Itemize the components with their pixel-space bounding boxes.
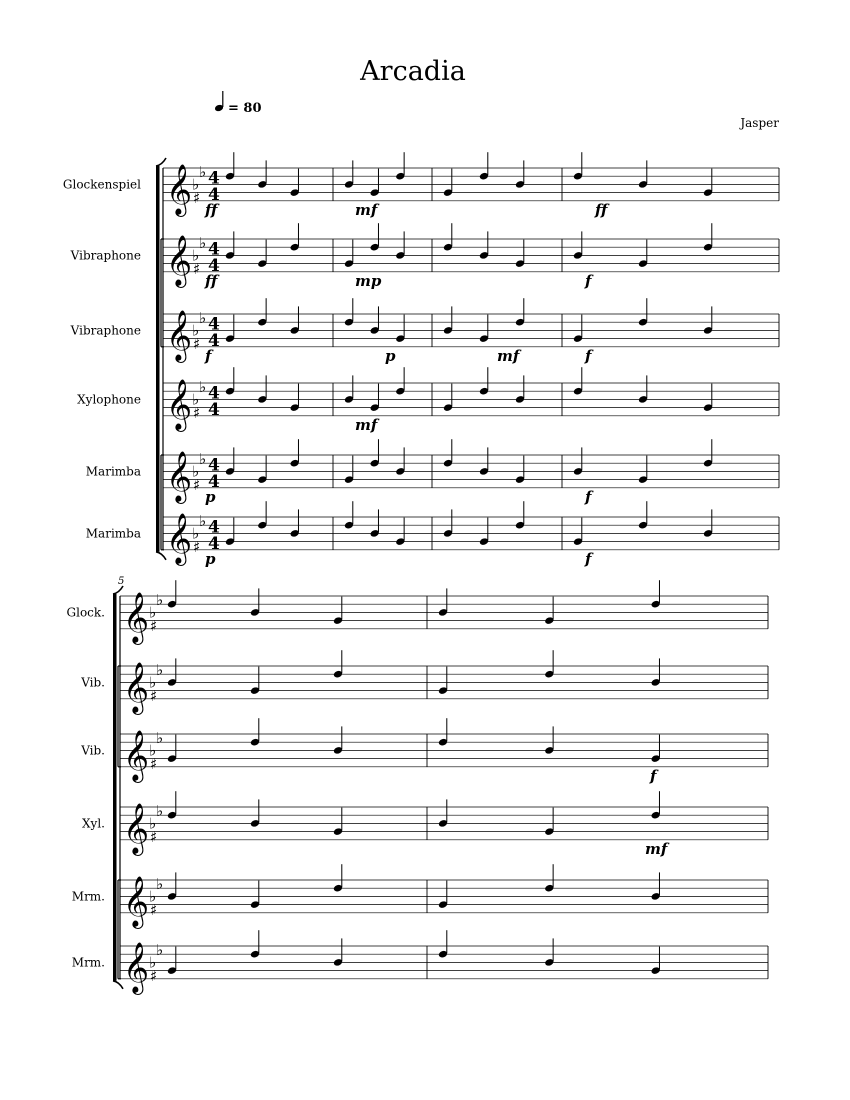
flat-icon: ♭: [199, 309, 207, 328]
flat-icon: ♭: [149, 814, 157, 833]
time-signature-numerator: 4: [208, 455, 220, 476]
instrument-label: Mrm.: [71, 889, 105, 904]
staff-4: [77, 367, 779, 434]
treble-clef-icon: 𝄞: [166, 309, 193, 361]
flat-icon: ♭: [149, 741, 157, 760]
sharp-icon: ♯: [150, 754, 158, 773]
staff-5: [86, 439, 779, 506]
sharp-icon: ♯: [193, 403, 201, 422]
staff-4: [82, 791, 768, 858]
staff-6: [86, 501, 779, 568]
flat-icon: ♭: [192, 524, 200, 543]
sharp-icon: ♯: [150, 900, 158, 919]
sharp-icon: ♯: [150, 966, 158, 985]
tempo-value: = 80: [228, 101, 262, 116]
bracket-top-hook: [156, 158, 166, 166]
instrument-label: Vibraphone: [70, 323, 141, 338]
dynamic-mark: p: [385, 346, 396, 365]
instrument-label: Xylophone: [77, 392, 141, 407]
flat-icon: ♭: [199, 163, 207, 182]
staff-1: [67, 580, 768, 645]
time-signature-denominator: 4: [208, 255, 220, 276]
dynamic-mark: ff: [205, 271, 218, 290]
dynamic-mark: ff: [595, 200, 608, 219]
flat-icon: ♭: [156, 661, 164, 680]
dynamic-mark: f: [585, 271, 592, 290]
instrument-label: Vib.: [81, 743, 105, 758]
time-signature-denominator: 4: [208, 533, 220, 554]
instrument-label: Vibraphone: [70, 248, 141, 263]
flat-icon: ♭: [149, 953, 157, 972]
flat-icon: ♭: [199, 450, 207, 469]
treble-clef-icon: 𝄞: [123, 729, 150, 781]
sharp-icon: ♯: [150, 827, 158, 846]
dynamic-mark: p: [205, 487, 216, 506]
dynamic-mark: p: [205, 549, 216, 568]
system-bracket: [113, 594, 117, 981]
sharp-icon: ♯: [193, 259, 201, 278]
flat-icon: ♭: [192, 246, 200, 265]
staff-3: [80, 718, 768, 785]
system-bracket: [156, 166, 160, 552]
score-title: Arcadia: [360, 56, 466, 87]
time-signature-denominator: 4: [208, 330, 220, 351]
flat-icon: ♭: [192, 321, 200, 340]
dynamic-mark: f: [585, 487, 592, 506]
staff-2: [80, 650, 768, 715]
bracket-bottom-hook: [113, 981, 123, 989]
treble-clef-icon: 𝄞: [123, 591, 150, 643]
instrument-label: Mrm.: [71, 955, 105, 970]
flat-icon: ♭: [156, 802, 164, 821]
instrument-label: Vib.: [81, 675, 105, 690]
flat-icon: ♭: [149, 673, 157, 692]
time-signature-denominator: 4: [208, 399, 220, 420]
sharp-icon: ♯: [150, 616, 158, 635]
flat-icon: ♭: [156, 875, 164, 894]
treble-clef-icon: 𝄞: [166, 450, 193, 502]
time-signature-denominator: 4: [208, 184, 220, 205]
dynamic-mark: mf: [355, 415, 378, 434]
flat-icon: ♭: [156, 729, 164, 748]
instrument-label: Glockenspiel: [62, 177, 141, 192]
measure-number: 5: [118, 576, 125, 587]
time-signature-numerator: 4: [208, 239, 220, 260]
sharp-icon: ♯: [193, 537, 201, 556]
treble-clef-icon: 𝄞: [123, 661, 150, 713]
dynamic-mark: ff: [205, 200, 218, 219]
instrument-label: Marimba: [85, 464, 141, 479]
treble-clef-icon: 𝄞: [123, 941, 150, 993]
dynamic-mark: f: [585, 549, 592, 568]
flat-icon: ♭: [192, 390, 200, 409]
system-2: [67, 576, 768, 995]
dynamic-mark: f: [585, 346, 592, 365]
flat-icon: ♭: [156, 591, 164, 610]
staff-6: [72, 930, 768, 995]
bracket-top-hook: [113, 586, 123, 594]
bracket-bottom-hook: [156, 552, 166, 560]
staff-2: [70, 223, 779, 290]
sharp-icon: ♯: [193, 188, 201, 207]
treble-clef-icon: 𝄞: [123, 875, 150, 927]
instrument-label: Marimba: [85, 526, 141, 541]
flat-icon: ♭: [156, 941, 164, 960]
dynamic-mark: mf: [497, 346, 520, 365]
flat-icon: ♭: [192, 175, 200, 194]
dynamic-mark: f: [650, 766, 657, 785]
dynamic-mark: mp: [355, 271, 382, 290]
time-signature-numerator: 4: [208, 383, 220, 404]
flat-icon: ♭: [149, 887, 157, 906]
treble-clef-icon: 𝄞: [166, 234, 193, 286]
flat-icon: ♭: [192, 462, 200, 481]
flat-icon: ♭: [149, 603, 157, 622]
time-signature-numerator: 4: [208, 517, 220, 538]
flat-icon: ♭: [199, 378, 207, 397]
staff-3: [70, 298, 779, 365]
dynamic-mark: f: [205, 346, 212, 365]
system-1: [63, 152, 779, 568]
sharp-icon: ♯: [150, 686, 158, 705]
composer-name: Jasper: [740, 116, 779, 130]
staff-1: [63, 152, 779, 219]
instrument-label: Xyl.: [82, 816, 105, 831]
time-signature-numerator: 4: [208, 314, 220, 335]
dynamic-mark: mf: [645, 839, 668, 858]
sharp-icon: ♯: [193, 475, 201, 494]
treble-clef-icon: 𝄞: [166, 512, 193, 564]
time-signature-numerator: 4: [208, 168, 220, 189]
dynamic-mark: mf: [355, 200, 378, 219]
instrument-label: Glock.: [66, 605, 105, 620]
treble-clef-icon: 𝄞: [123, 802, 150, 854]
tempo-marking: [214, 91, 261, 116]
sharp-icon: ♯: [193, 334, 201, 353]
flat-icon: ♭: [199, 234, 207, 253]
treble-clef-icon: 𝄞: [166, 163, 193, 215]
treble-clef-icon: 𝄞: [166, 378, 193, 430]
staff-5: [72, 864, 768, 929]
time-signature-denominator: 4: [208, 471, 220, 492]
flat-icon: ♭: [199, 512, 207, 531]
